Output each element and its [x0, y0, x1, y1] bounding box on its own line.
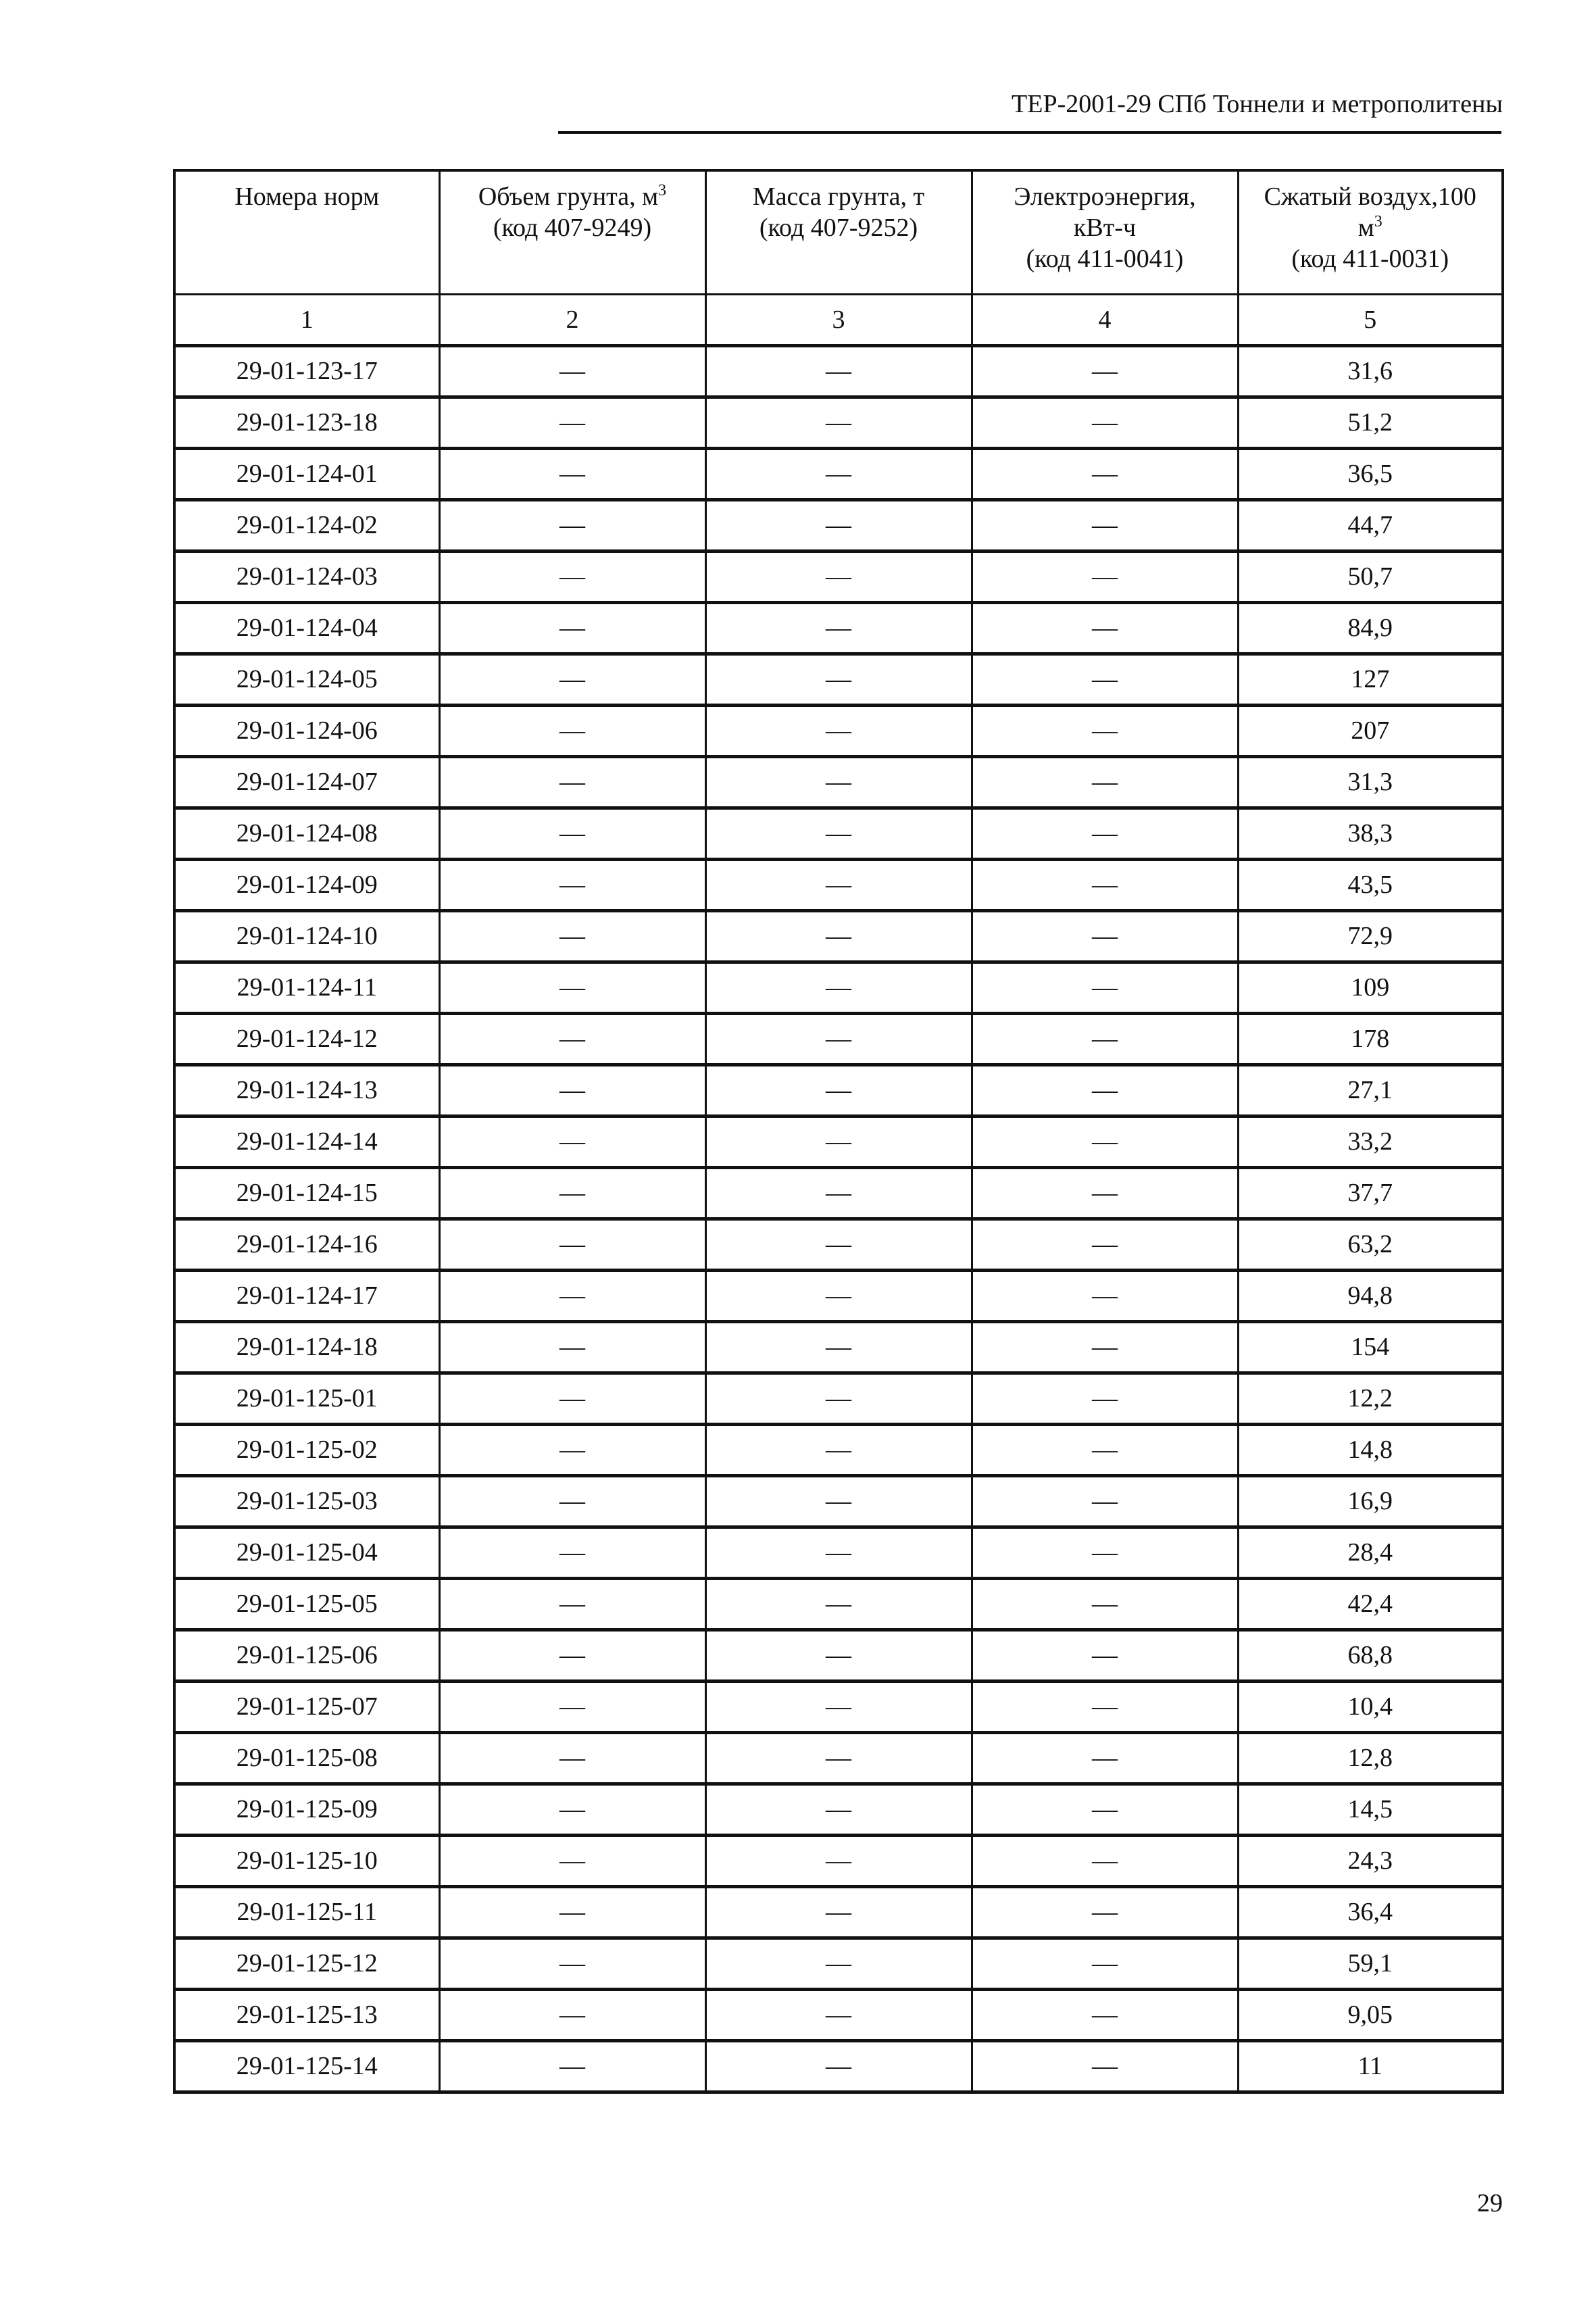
value-cell: 63,2: [1238, 1219, 1503, 1271]
table-row: [174, 1219, 1503, 1271]
norm-number-cell: 29-01-125-12: [174, 1938, 439, 1990]
norm-number-cell: 29-01-124-03: [174, 551, 439, 603]
value-cell: 10,4: [1238, 1682, 1503, 1733]
value-cell: —: [705, 1425, 972, 1476]
table-row: [174, 1014, 1503, 1065]
norm-number-cell: 29-01-124-09: [174, 860, 439, 911]
value-cell: —: [439, 654, 705, 706]
norm-number-cell: 29-01-124-04: [174, 603, 439, 654]
value-cell: 36,4: [1238, 1887, 1503, 1938]
value-cell: —: [705, 1990, 972, 2041]
value-cell: —: [705, 1117, 972, 1168]
value-cell: —: [705, 706, 972, 757]
value-cell: —: [972, 860, 1238, 911]
value-cell: —: [705, 1630, 972, 1682]
table-row: [174, 1836, 1503, 1887]
value-cell: —: [439, 808, 705, 860]
table-row: [174, 1784, 1503, 1836]
value-cell: 72,9: [1238, 911, 1503, 962]
table-row: [174, 757, 1503, 808]
table-row: [174, 911, 1503, 962]
value-cell: —: [972, 1014, 1238, 1065]
value-cell: —: [972, 1527, 1238, 1579]
norm-number-cell: 29-01-123-17: [174, 346, 439, 397]
norm-number-cell: 29-01-124-05: [174, 654, 439, 706]
norm-number-cell: 29-01-124-10: [174, 911, 439, 962]
value-cell: —: [705, 808, 972, 860]
value-cell: 33,2: [1238, 1117, 1503, 1168]
value-cell: —: [705, 1527, 972, 1579]
norm-number-cell: 29-01-124-16: [174, 1219, 439, 1271]
column-header-line-wrap: [176, 181, 439, 212]
value-cell: —: [439, 1887, 705, 1938]
value-cell: —: [439, 1579, 705, 1630]
norm-number-cell: 29-01-125-06: [174, 1630, 439, 1682]
value-cell: 28,4: [1238, 1527, 1503, 1579]
value-cell: —: [439, 1733, 705, 1784]
value-cell: —: [439, 1014, 705, 1065]
column-number-1: 1: [174, 295, 439, 346]
table-row: [174, 1938, 1503, 1990]
norm-number-cell: 29-01-124-08: [174, 808, 439, 860]
value-cell: —: [972, 449, 1238, 500]
value-cell: 36,5: [1238, 449, 1503, 500]
table-row: [174, 1887, 1503, 1938]
table-body: [174, 346, 1503, 2092]
value-cell: —: [972, 1887, 1238, 1938]
table-row: [174, 1527, 1503, 1579]
value-cell: —: [439, 397, 705, 449]
value-cell: —: [705, 1733, 972, 1784]
value-cell: 12,8: [1238, 1733, 1503, 1784]
table-row: [174, 1630, 1503, 1682]
value-cell: —: [972, 2041, 1238, 2092]
value-cell: —: [705, 1065, 972, 1117]
value-cell: —: [705, 962, 972, 1014]
table-row: [174, 1476, 1503, 1527]
value-cell: —: [439, 1682, 705, 1733]
norm-number-cell: 29-01-125-13: [174, 1990, 439, 2041]
column-header-line-wrap: [707, 181, 971, 212]
value-cell: —: [705, 1836, 972, 1887]
value-cell: —: [439, 1322, 705, 1373]
value-cell: —: [439, 860, 705, 911]
value-cell: —: [705, 1579, 972, 1630]
column-header-line-wrap: [1239, 243, 1502, 274]
value-cell: 16,9: [1238, 1476, 1503, 1527]
value-cell: 50,7: [1238, 551, 1503, 603]
column-number-5: 5: [1238, 295, 1503, 346]
value-cell: 51,2: [1238, 397, 1503, 449]
value-cell: —: [439, 1784, 705, 1836]
table-row: [174, 1117, 1503, 1168]
column-number-3: 3: [705, 295, 972, 346]
column-header-line: м: [1357, 214, 1374, 242]
value-cell: —: [705, 860, 972, 911]
table-row: [174, 962, 1503, 1014]
value-cell: —: [705, 397, 972, 449]
value-cell: —: [439, 1168, 705, 1219]
value-cell: —: [439, 603, 705, 654]
table-row: [174, 1373, 1503, 1425]
norm-number-cell: 29-01-125-07: [174, 1682, 439, 1733]
norm-number-cell: 29-01-125-08: [174, 1733, 439, 1784]
norm-number-cell: 29-01-125-02: [174, 1425, 439, 1476]
value-cell: 154: [1238, 1322, 1503, 1373]
value-cell: 84,9: [1238, 603, 1503, 654]
value-cell: —: [439, 1990, 705, 2041]
column-header-line-wrap: [441, 212, 705, 243]
value-cell: —: [705, 1784, 972, 1836]
value-cell: —: [972, 1938, 1238, 1990]
value-cell: 94,8: [1238, 1271, 1503, 1322]
value-cell: —: [972, 962, 1238, 1014]
value-cell: —: [972, 551, 1238, 603]
value-cell: —: [705, 1168, 972, 1219]
column-header-5: [1238, 170, 1503, 295]
norm-number-cell: 29-01-125-14: [174, 2041, 439, 2092]
value-cell: —: [439, 1065, 705, 1117]
table-row: [174, 1682, 1503, 1733]
value-cell: —: [972, 1117, 1238, 1168]
value-cell: 9,05: [1238, 1990, 1503, 2041]
value-cell: —: [972, 397, 1238, 449]
table-row: [174, 1322, 1503, 1373]
value-cell: —: [972, 1065, 1238, 1117]
norm-number-cell: 29-01-124-06: [174, 706, 439, 757]
value-cell: —: [439, 962, 705, 1014]
value-cell: —: [705, 1373, 972, 1425]
value-cell: —: [972, 654, 1238, 706]
norm-number-cell: 29-01-125-10: [174, 1836, 439, 1887]
norms-table: [173, 169, 1504, 2094]
norm-number-cell: 29-01-125-03: [174, 1476, 439, 1527]
value-cell: —: [972, 808, 1238, 860]
value-cell: —: [972, 1219, 1238, 1271]
column-header-line: кВт-ч: [1073, 214, 1137, 242]
value-cell: —: [972, 1836, 1238, 1887]
column-header-line-wrap: [441, 181, 705, 212]
norm-number-cell: 29-01-123-18: [174, 397, 439, 449]
value-cell: —: [972, 1784, 1238, 1836]
column-numbers-row: [174, 295, 1503, 346]
value-cell: —: [705, 551, 972, 603]
table-row: [174, 1425, 1503, 1476]
table-row: [174, 1271, 1503, 1322]
header-rule: [558, 131, 1501, 134]
column-header-line: (код 407-9252): [759, 214, 918, 242]
value-cell: —: [972, 1271, 1238, 1322]
value-cell: 68,8: [1238, 1630, 1503, 1682]
value-cell: —: [705, 1271, 972, 1322]
value-cell: —: [439, 706, 705, 757]
value-cell: —: [439, 2041, 705, 2092]
value-cell: 12,2: [1238, 1373, 1503, 1425]
value-cell: 42,4: [1238, 1579, 1503, 1630]
table-row: [174, 551, 1503, 603]
norm-number-cell: 29-01-125-09: [174, 1784, 439, 1836]
value-cell: —: [705, 1682, 972, 1733]
value-cell: —: [972, 603, 1238, 654]
value-cell: —: [439, 1425, 705, 1476]
value-cell: —: [705, 757, 972, 808]
column-headers-row: [174, 170, 1503, 295]
norm-number-cell: 29-01-124-14: [174, 1117, 439, 1168]
page-number: 29: [1477, 2189, 1503, 2217]
norm-number-cell: 29-01-124-07: [174, 757, 439, 808]
table-row: [174, 397, 1503, 449]
column-header-line: Электроэнергия,: [1014, 182, 1196, 211]
column-header-1: [174, 170, 439, 295]
value-cell: —: [439, 911, 705, 962]
norm-number-cell: 29-01-124-01: [174, 449, 439, 500]
norm-number-cell: 29-01-125-01: [174, 1373, 439, 1425]
value-cell: 14,8: [1238, 1425, 1503, 1476]
value-cell: 109: [1238, 962, 1503, 1014]
value-cell: 207: [1238, 706, 1503, 757]
table-header: [174, 170, 1503, 346]
column-header-line: Номера норм: [234, 182, 380, 211]
superscript: 3: [1374, 213, 1382, 230]
value-cell: 59,1: [1238, 1938, 1503, 1990]
value-cell: 11: [1238, 2041, 1503, 2092]
table-row: [174, 346, 1503, 397]
value-cell: —: [705, 500, 972, 551]
norm-number-cell: 29-01-124-13: [174, 1065, 439, 1117]
value-cell: —: [705, 1887, 972, 1938]
column-header-line-wrap: [973, 181, 1237, 212]
value-cell: —: [439, 757, 705, 808]
value-cell: —: [972, 1579, 1238, 1630]
table-row: [174, 1168, 1503, 1219]
value-cell: —: [705, 346, 972, 397]
value-cell: —: [972, 500, 1238, 551]
value-cell: —: [972, 1990, 1238, 2041]
table-row: [174, 654, 1503, 706]
superscript: 3: [658, 182, 667, 199]
column-header-3: [705, 170, 972, 295]
value-cell: 14,5: [1238, 1784, 1503, 1836]
value-cell: 27,1: [1238, 1065, 1503, 1117]
value-cell: —: [439, 1219, 705, 1271]
column-header-line: (код 411-0041): [1026, 245, 1184, 273]
table-row: [174, 500, 1503, 551]
norm-number-cell: 29-01-124-18: [174, 1322, 439, 1373]
norm-number-cell: 29-01-124-02: [174, 500, 439, 551]
value-cell: —: [439, 1836, 705, 1887]
column-header-2: [439, 170, 705, 295]
column-header-line: Масса грунта, т: [752, 182, 925, 211]
column-header-line-wrap: [1239, 181, 1502, 212]
value-cell: —: [972, 1168, 1238, 1219]
norm-number-cell: 29-01-125-05: [174, 1579, 439, 1630]
value-cell: 43,5: [1238, 860, 1503, 911]
value-cell: —: [972, 346, 1238, 397]
value-cell: —: [439, 551, 705, 603]
value-cell: —: [972, 1476, 1238, 1527]
column-header-line: Сжатый воздух,100: [1264, 182, 1476, 211]
value-cell: —: [972, 1733, 1238, 1784]
column-header-line-wrap: [973, 212, 1237, 243]
value-cell: —: [705, 1938, 972, 1990]
norm-number-cell: 29-01-124-12: [174, 1014, 439, 1065]
column-header-line: Объем грунта, м: [478, 182, 659, 211]
value-cell: —: [705, 603, 972, 654]
value-cell: —: [439, 1117, 705, 1168]
column-header-line-wrap: [1239, 212, 1502, 243]
table-row: [174, 1579, 1503, 1630]
value-cell: —: [439, 346, 705, 397]
value-cell: —: [439, 1271, 705, 1322]
value-cell: —: [972, 706, 1238, 757]
table-row: [174, 808, 1503, 860]
value-cell: —: [439, 1630, 705, 1682]
value-cell: —: [705, 1476, 972, 1527]
value-cell: —: [439, 449, 705, 500]
value-cell: —: [705, 1322, 972, 1373]
column-header-line-wrap: [973, 243, 1237, 274]
value-cell: —: [972, 1373, 1238, 1425]
value-cell: 37,7: [1238, 1168, 1503, 1219]
value-cell: —: [705, 449, 972, 500]
value-cell: 31,6: [1238, 346, 1503, 397]
column-header-line-wrap: [707, 212, 971, 243]
value-cell: —: [972, 1630, 1238, 1682]
value-cell: 127: [1238, 654, 1503, 706]
value-cell: —: [439, 1527, 705, 1579]
column-number-4: 4: [972, 295, 1238, 346]
table-row: [174, 1065, 1503, 1117]
value-cell: —: [705, 1014, 972, 1065]
value-cell: —: [972, 911, 1238, 962]
value-cell: 178: [1238, 1014, 1503, 1065]
table-row: [174, 1733, 1503, 1784]
value-cell: 31,3: [1238, 757, 1503, 808]
value-cell: 38,3: [1238, 808, 1503, 860]
value-cell: —: [705, 911, 972, 962]
value-cell: —: [972, 1322, 1238, 1373]
table-row: [174, 603, 1503, 654]
value-cell: —: [972, 1425, 1238, 1476]
value-cell: —: [439, 1938, 705, 1990]
value-cell: —: [439, 500, 705, 551]
value-cell: —: [972, 1682, 1238, 1733]
value-cell: —: [439, 1373, 705, 1425]
value-cell: —: [705, 2041, 972, 2092]
value-cell: —: [439, 1476, 705, 1527]
table-row: [174, 860, 1503, 911]
value-cell: —: [972, 757, 1238, 808]
value-cell: —: [705, 1219, 972, 1271]
column-header-line: (код 407-9249): [493, 214, 652, 242]
table-row: [174, 1990, 1503, 2041]
table-row: [174, 706, 1503, 757]
document-title: ТЕР-2001-29 СПб Тоннели и метрополитены: [1012, 90, 1503, 118]
norm-number-cell: 29-01-125-11: [174, 1887, 439, 1938]
value-cell: —: [705, 654, 972, 706]
value-cell: 24,3: [1238, 1836, 1503, 1887]
column-header-4: [972, 170, 1238, 295]
norm-number-cell: 29-01-124-15: [174, 1168, 439, 1219]
value-cell: 44,7: [1238, 500, 1503, 551]
table-row: [174, 2041, 1503, 2092]
column-header-line: (код 411-0031): [1291, 245, 1449, 273]
norm-number-cell: 29-01-124-11: [174, 962, 439, 1014]
norm-number-cell: 29-01-125-04: [174, 1527, 439, 1579]
table-row: [174, 449, 1503, 500]
norm-number-cell: 29-01-124-17: [174, 1271, 439, 1322]
column-number-2: 2: [439, 295, 705, 346]
